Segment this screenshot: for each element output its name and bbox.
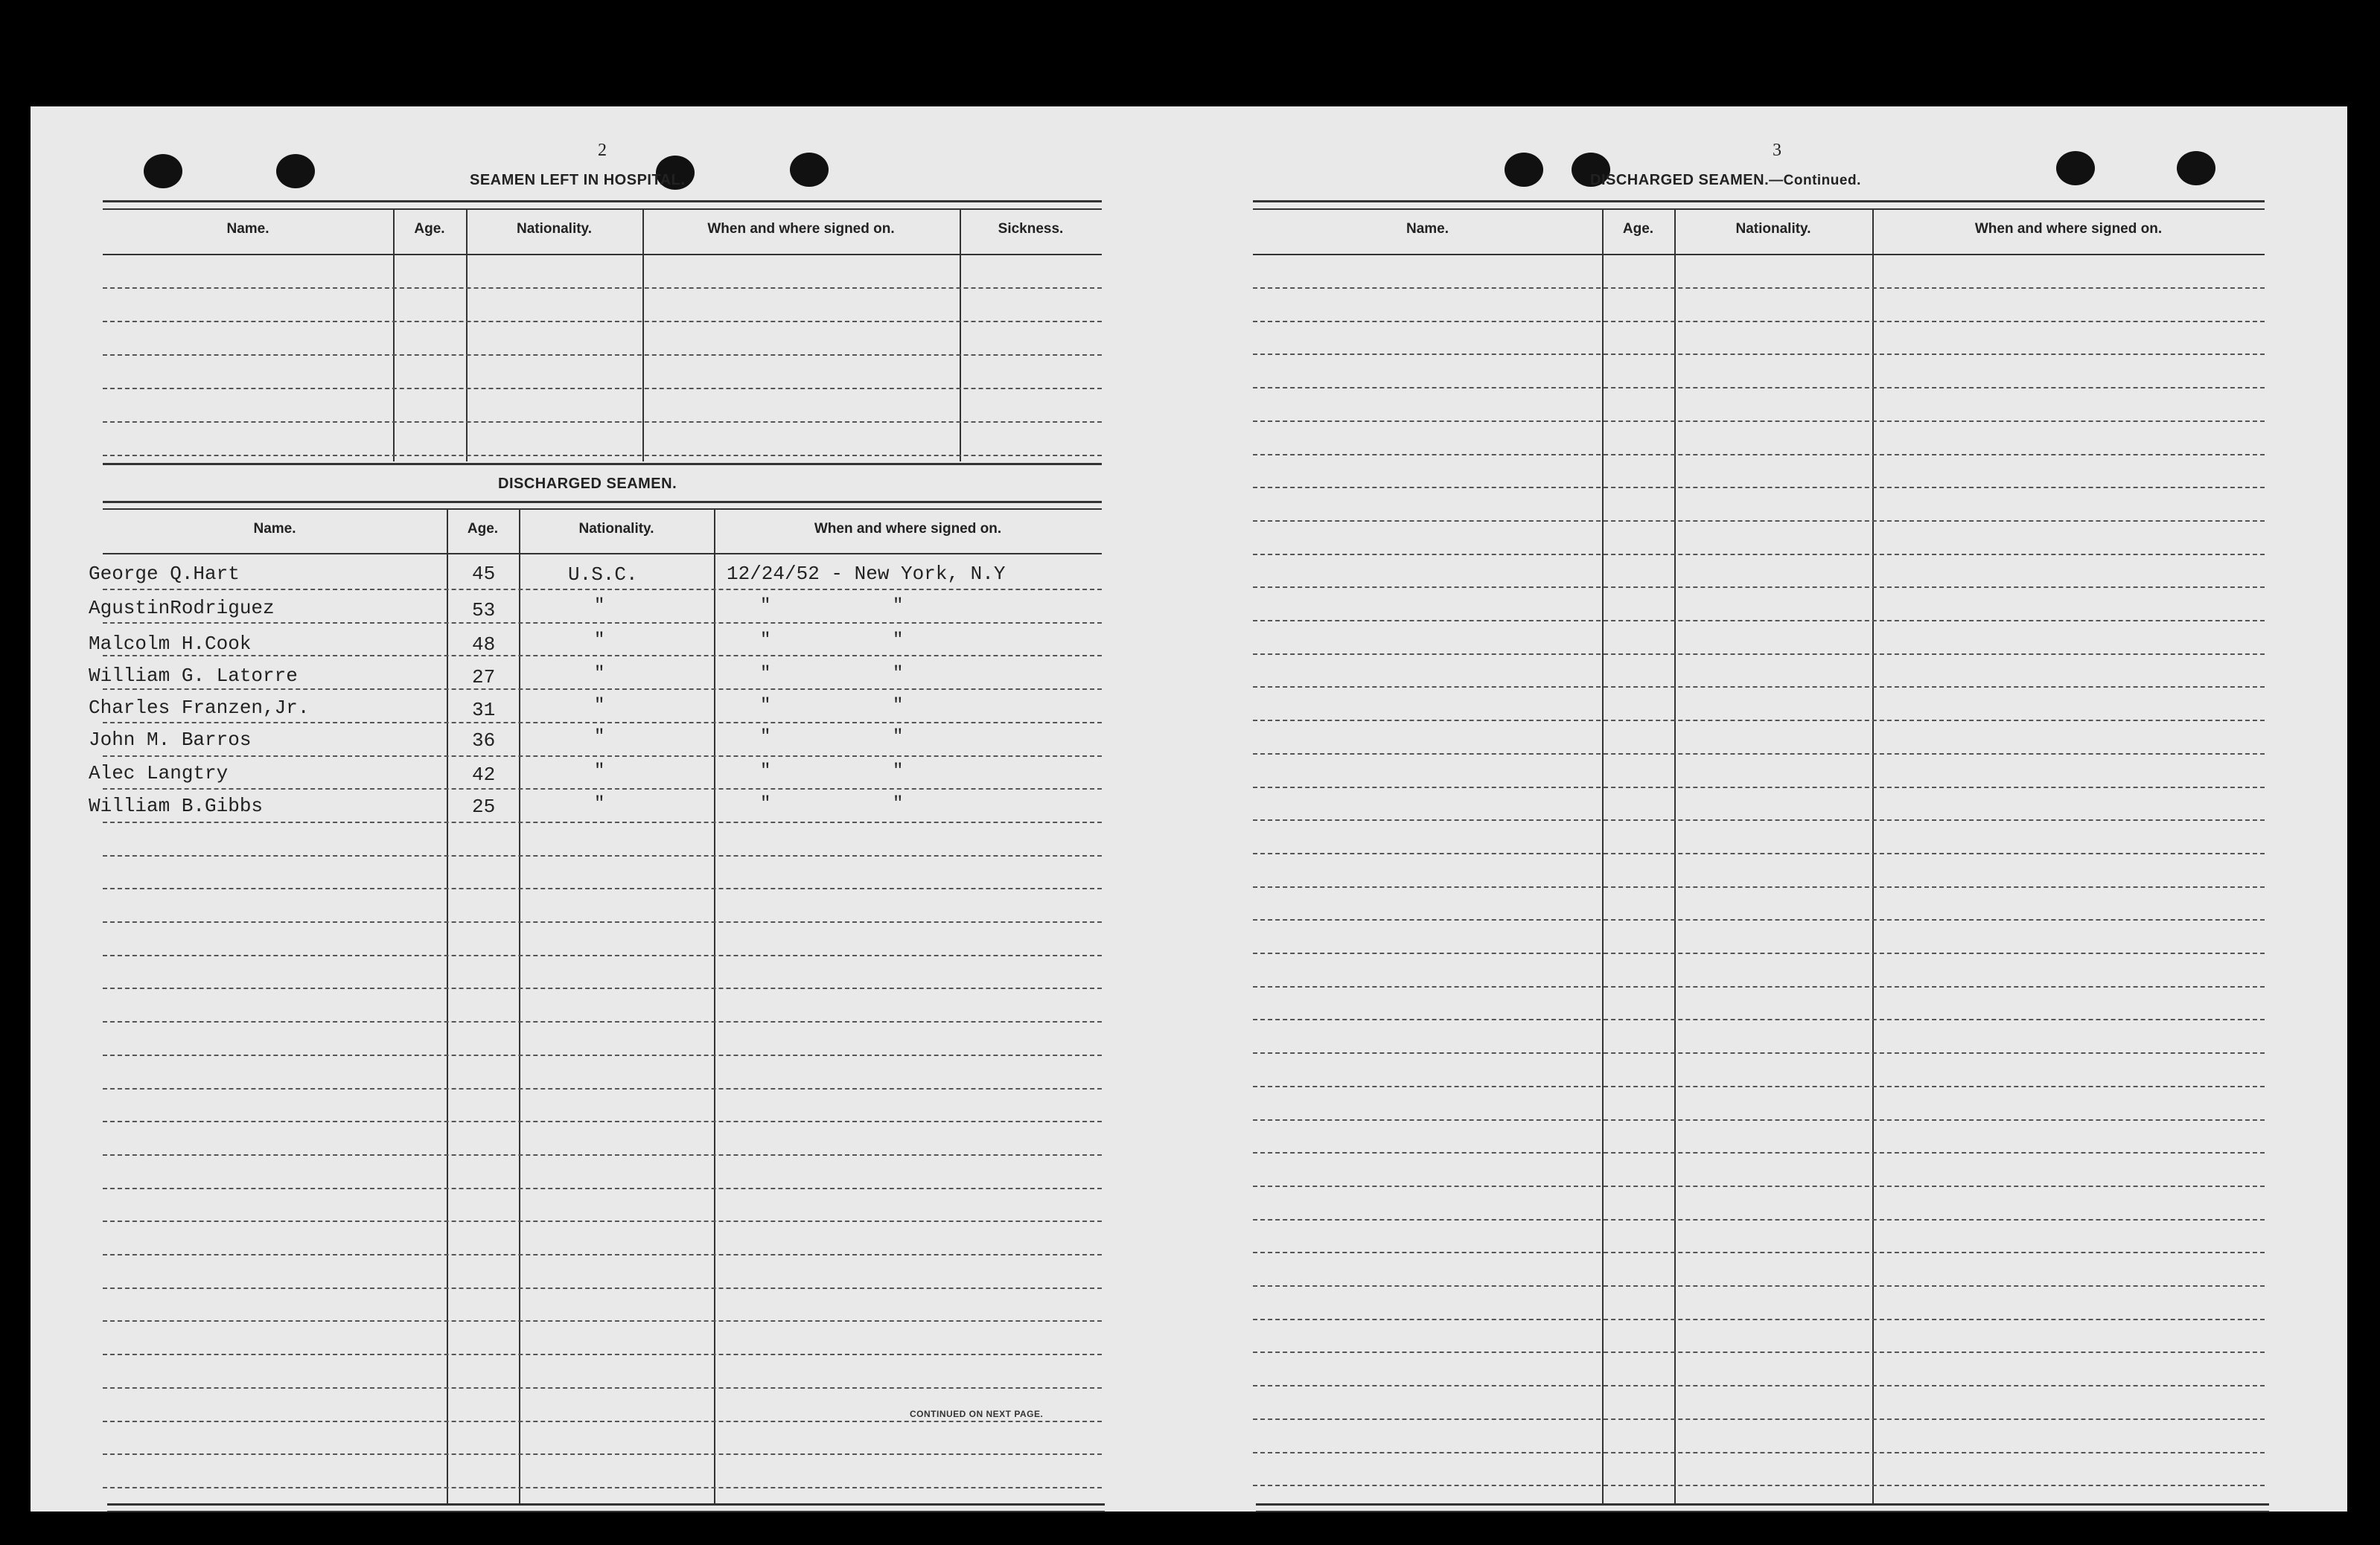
- entry-line: [1253, 321, 2265, 322]
- entry-line: [1253, 919, 2265, 921]
- column-divider: [393, 210, 395, 461]
- entry-line: [1253, 1285, 2265, 1287]
- seaman-name: George Q.Hart: [89, 563, 240, 585]
- seaman-age: 48: [472, 633, 496, 656]
- rule: [103, 508, 1102, 510]
- entry-line: [103, 455, 1102, 456]
- entry-line: [1253, 686, 2265, 688]
- entry-line: [103, 988, 1102, 989]
- punch-hole: [144, 154, 182, 188]
- entry-line: [103, 321, 1102, 322]
- ditto-mark: ": [893, 794, 904, 814]
- entry-line: [103, 388, 1102, 389]
- entry-line: [103, 855, 1102, 857]
- page-number: 2: [598, 141, 607, 160]
- seaman-age: 36: [472, 729, 496, 752]
- entry-line: [1253, 720, 2265, 721]
- rule: [103, 208, 1102, 210]
- entry-line: [103, 1487, 1102, 1488]
- column-header-nationality: Nationality.: [578, 521, 654, 537]
- ditto-mark: ": [594, 761, 605, 781]
- ditto-mark: ": [594, 630, 605, 650]
- seaman-age: 42: [472, 764, 496, 786]
- column-header-sickness: Sickness.: [998, 221, 1064, 237]
- entry-line: [103, 1021, 1102, 1023]
- entry-line: [1253, 753, 2265, 755]
- seaman-age: 53: [472, 599, 496, 621]
- entry-line: [103, 1453, 1102, 1455]
- rule: [103, 553, 1102, 554]
- rule: [107, 1511, 1105, 1512]
- entry-line: [1253, 1252, 2265, 1253]
- column-header-nationality: Nationality.: [517, 221, 592, 237]
- ditto-mark: ": [893, 596, 904, 616]
- seaman-age: 31: [472, 699, 496, 721]
- rule: [107, 1503, 1105, 1506]
- entry-line: [1253, 520, 2265, 522]
- entry-line: [103, 1254, 1102, 1255]
- punch-hole: [790, 153, 829, 187]
- entry-line: [103, 1421, 1102, 1422]
- entry-line: [103, 1221, 1102, 1222]
- entry-line: [1253, 354, 2265, 355]
- entry-line: [103, 622, 1102, 624]
- column-header-name: Name.: [253, 521, 296, 537]
- ditto-mark: ": [760, 596, 771, 616]
- seaman-name: Charles Franzen,Jr.: [89, 697, 310, 719]
- entry-line: [103, 688, 1102, 690]
- seaman-name: William B.Gibbs: [89, 795, 264, 817]
- entry-line: [103, 1154, 1102, 1156]
- entry-line: [103, 589, 1102, 590]
- entry-line: [103, 287, 1102, 289]
- ditto-mark: ": [594, 664, 605, 684]
- entry-line: [1253, 1186, 2265, 1187]
- seaman-nationality: U.S.C.: [568, 563, 638, 586]
- ditto-mark: ": [893, 696, 904, 716]
- ditto-mark: ": [594, 794, 605, 814]
- entry-line: [1253, 1119, 2265, 1121]
- entry-line: [1253, 1052, 2265, 1054]
- seaman-age: 27: [472, 666, 496, 688]
- entry-line: [1253, 387, 2265, 388]
- document-sheet: [31, 106, 2347, 1512]
- page-number: 3: [1773, 141, 1781, 160]
- column-divider: [1602, 210, 1604, 1505]
- entry-line: [1253, 1452, 2265, 1453]
- seaman-name: William G. Latorre: [89, 665, 298, 687]
- left-page: [31, 106, 1177, 1512]
- column-header-name: Name.: [226, 221, 269, 237]
- column-header-name: Name.: [1406, 221, 1449, 237]
- entry-line: [1253, 287, 2265, 289]
- entry-line: [1253, 653, 2265, 655]
- rule: [1256, 1511, 2269, 1512]
- entry-line: [1253, 586, 2265, 588]
- ditto-mark: ": [893, 761, 904, 781]
- ditto-mark: ": [760, 794, 771, 814]
- entry-line: [103, 822, 1102, 823]
- entry-line: [1253, 1418, 2265, 1420]
- entry-line: [103, 722, 1102, 723]
- continued-note: CONTINUED ON NEXT PAGE.: [910, 1409, 1044, 1419]
- rule: [1253, 254, 2265, 255]
- ditto-mark: ": [760, 761, 771, 781]
- column-header-nationality: Nationality.: [1735, 221, 1811, 237]
- rule: [103, 501, 1102, 503]
- entry-line: [1253, 1219, 2265, 1221]
- ditto-mark: ": [893, 664, 904, 684]
- title-suffix: —Continued.: [1769, 173, 1861, 188]
- entry-line: [103, 888, 1102, 889]
- entry-line: [103, 1188, 1102, 1189]
- ditto-mark: ": [760, 727, 771, 747]
- entry-line: [103, 1320, 1102, 1322]
- entry-line: [1253, 1485, 2265, 1486]
- entry-line: [1253, 1385, 2265, 1386]
- entry-line: [1253, 986, 2265, 988]
- entry-line: [103, 1354, 1102, 1355]
- seaman-signed-on: 12/24/52 - New York, N.Y: [727, 563, 1006, 585]
- entry-line: [103, 1121, 1102, 1122]
- column-header-age: Age.: [467, 521, 499, 537]
- column-header-age: Age.: [414, 221, 445, 237]
- entry-line: [103, 755, 1102, 757]
- rule: [1256, 1503, 2269, 1506]
- punch-hole: [2177, 151, 2215, 185]
- entry-line: [103, 655, 1102, 656]
- entry-line: [1253, 554, 2265, 555]
- entry-line: [103, 955, 1102, 956]
- column-divider: [466, 210, 468, 461]
- entry-line: [103, 1055, 1102, 1056]
- ditto-mark: ": [893, 727, 904, 747]
- rule: [1253, 208, 2265, 210]
- entry-line: [1253, 953, 2265, 954]
- entry-line: [1253, 1152, 2265, 1154]
- punch-hole: [1505, 153, 1543, 187]
- seaman-name: AgustinRodriguez: [89, 597, 275, 619]
- column-header-signed-on: When and where signed on.: [707, 221, 895, 237]
- right-page: [1192, 106, 2347, 1512]
- title-text: DISCHARGED SEAMEN.: [1590, 172, 1770, 188]
- entry-line: [1253, 1086, 2265, 1087]
- entry-line: [103, 1387, 1102, 1389]
- entry-line: [103, 354, 1102, 356]
- entry-line: [1253, 1019, 2265, 1020]
- seaman-name: Malcolm H.Cook: [89, 633, 252, 655]
- entry-line: [103, 421, 1102, 423]
- column-divider: [642, 210, 644, 461]
- entry-line: [1253, 886, 2265, 888]
- entry-line: [103, 788, 1102, 790]
- discharged-continued-title: [1590, 172, 1861, 189]
- column-divider: [960, 210, 961, 461]
- punch-hole: [276, 154, 315, 188]
- ditto-mark: ": [893, 630, 904, 650]
- column-divider: [1674, 210, 1676, 1505]
- column-divider: [1872, 210, 1874, 1505]
- seaman-name: John M. Barros: [89, 729, 252, 751]
- entry-line: [103, 1288, 1102, 1289]
- entry-line: [1253, 454, 2265, 455]
- rule: [1253, 200, 2265, 202]
- ditto-mark: ": [594, 696, 605, 716]
- entry-line: [1253, 420, 2265, 422]
- ditto-mark: ": [594, 727, 605, 747]
- discharged-section-title: DISCHARGED SEAMEN.: [498, 476, 677, 492]
- rule: [103, 200, 1102, 202]
- punch-hole: [2056, 151, 2095, 185]
- ditto-mark: ": [760, 664, 771, 684]
- seaman-name: Alec Langtry: [89, 762, 229, 784]
- seaman-age: 45: [472, 563, 496, 585]
- entry-line: [1253, 620, 2265, 621]
- column-header-signed-on: When and where signed on.: [814, 521, 1002, 537]
- rule: [103, 254, 1102, 255]
- entry-line: [1253, 1352, 2265, 1353]
- column-header-signed-on: When and where signed on.: [1974, 221, 2163, 237]
- rule: [103, 463, 1102, 465]
- ditto-mark: ": [760, 630, 771, 650]
- entry-line: [1253, 853, 2265, 854]
- column-header-age: Age.: [1622, 221, 1654, 237]
- ditto-mark: ": [594, 596, 605, 616]
- entry-line: [1253, 787, 2265, 788]
- ditto-mark: ": [760, 696, 771, 716]
- entry-line: [103, 1088, 1102, 1090]
- entry-line: [1253, 819, 2265, 821]
- entry-line: [103, 921, 1102, 923]
- seaman-age: 25: [472, 796, 496, 818]
- entry-line: [1253, 487, 2265, 488]
- entry-line: [1253, 1319, 2265, 1320]
- hospital-section-title: SEAMEN LEFT IN HOSPITAL.: [470, 172, 686, 188]
